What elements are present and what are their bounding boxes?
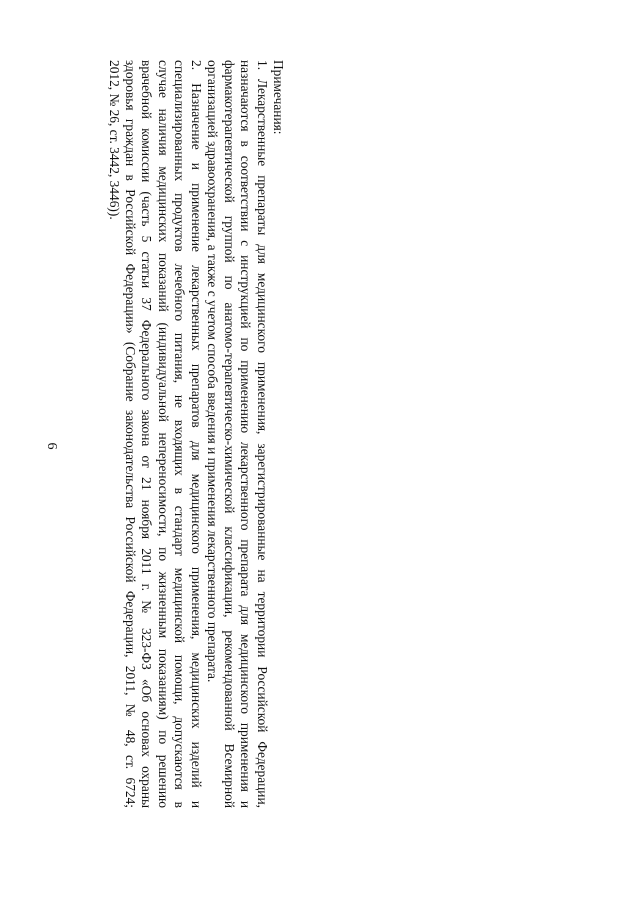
note-line: 2012, № 26, ст. 3442, 3446)). [106,60,122,220]
note-line: назначаются в соответствии с инструкцией по применению лекарственного препарата для медицинского применения и [238,60,254,808]
notes-lines [105,60,269,808]
notes-block [104,60,286,808]
note-line: организацией здравоохранения, а также с учетом способа введения и применения лекарственного препарата. [205,60,221,683]
note-line: фармакотерапевтической группой по анатомо-терапевтическо-химической классификации, рекомендованной Всемирной [221,60,237,808]
note-line: 2. Назначение и применение лекарственных препаратов для медицинского применения, медицинских изделий и [188,60,204,808]
note-line: специализированных продуктов лечебного питания, не входящих в стандарт медицинской помощи, допускаются в [172,60,188,808]
note-line: здоровья граждан в Российской Федерации» (Собрание законодательства Российской Федерации, 2011, № 48, ст. 6724; [123,60,139,808]
note-line: врачебной комиссии (часть 5 статьи 37 Федерального закона от 21 ноября 2011 г. № 323-ФЗ «Об основах охраны [139,60,155,808]
notes-heading: Примечания: [271,60,286,135]
note-line: 1. Лекарственные препараты для медицинского применения, зарегистрированные на территории Российской Федерации, [254,60,270,808]
note-line: случае наличия медицинских показаний (индивидуальной непереносимости, по жизненным показаниям) по решению [155,60,171,808]
page-number: 6 [44,442,59,450]
